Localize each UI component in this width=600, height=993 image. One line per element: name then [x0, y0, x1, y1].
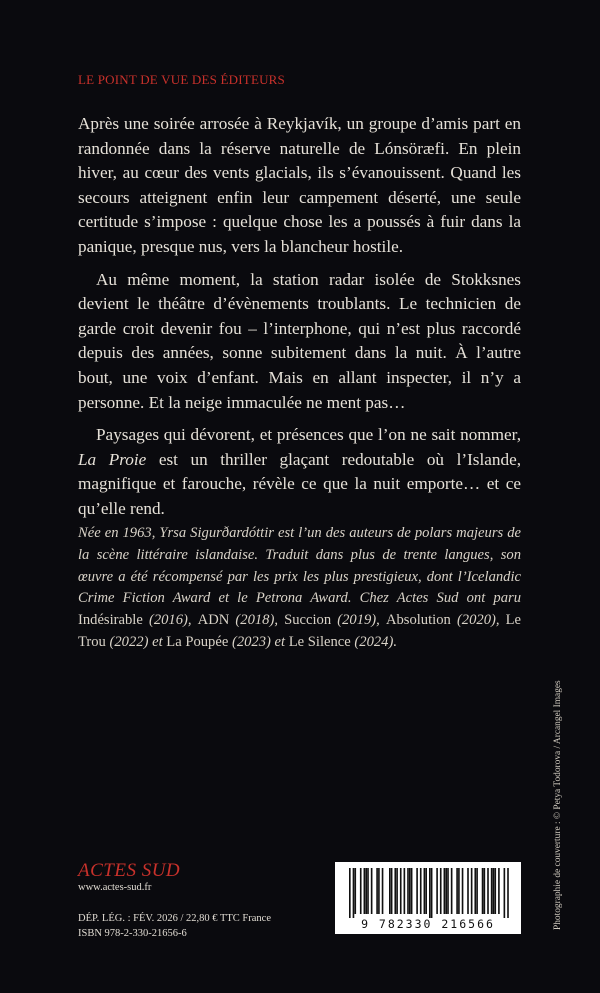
barcode-bar [391, 868, 393, 914]
section-heading: LE POINT DE VUE DES ÉDITEURS [78, 72, 285, 87]
barcode-bar [389, 868, 391, 914]
barcode-bar [360, 868, 362, 914]
bio-year-4: (2020), [456, 612, 500, 629]
barcode-bar [484, 868, 486, 914]
barcode-bar [354, 868, 356, 914]
barcode-bar [440, 868, 442, 914]
barcode-bar [493, 868, 495, 914]
barcode-bar [494, 868, 496, 914]
barcode [335, 862, 521, 934]
barcode-bar [382, 868, 384, 914]
barcode-bar [474, 868, 476, 914]
bio-book-1: Indésirable [78, 612, 143, 629]
bio-year-3: (2019), [337, 612, 380, 629]
publisher-logo: ACTES SUD [78, 860, 181, 881]
barcode-bar [487, 868, 489, 914]
bio-year-5: (2022) [109, 633, 149, 650]
bio-year-7: (2024). [354, 633, 397, 650]
cover-photo-credit: Photographie de couverture : © Petya Todorova / Arcangel Images [553, 680, 563, 930]
barcode-bar [353, 868, 355, 918]
bio-book-6: La Poupée [166, 633, 229, 650]
barcode-bar [424, 868, 426, 914]
barcode-bar [365, 868, 367, 914]
bio-and-2: et [274, 633, 286, 650]
barcode-bar [504, 868, 506, 918]
barcode-bar [476, 868, 478, 914]
legal-info [78, 911, 271, 941]
barcode-bar [394, 868, 396, 914]
bio-and-1: et [152, 633, 163, 650]
bio-book-5: Le Trou [78, 612, 522, 650]
barcode-bar [462, 868, 464, 914]
barcode-bar [431, 868, 433, 918]
bio-year-2: (2018), [235, 612, 278, 629]
book-title: La Proie [78, 449, 147, 469]
blurb-paragraph-1: Après une soirée arrosée à Reykjavík, un groupe d’amis part en randonnée dans la réserve naturelle de Lónsöræfi. En plein hiver, au cœur des vents glacials, ils s’évanouissent. Quand les secours atteignent enfin leur campement déserté, une seule certitude s’impose : quelque chose les a poussés à fuir dans la panique, presque nus, vers la blancheur hostile. [78, 114, 521, 256]
barcode-bar [451, 868, 453, 914]
bio-year-6: (2023) [231, 633, 271, 650]
isbn: ISBN 978-2-330-21656-6 [78, 928, 187, 939]
barcode-bar [507, 868, 509, 918]
barcode-bar [467, 868, 469, 914]
barcode-bar [371, 868, 373, 914]
bio-intro: Née en 1963, Yrsa Sigurðardóttir est l’un des auteurs de polars majeurs de la scène littéraire islandaise. Traduit dans plus de trente langues, son œuvre a été récompensé par les prix les plus prestigieux, dont l’Icelandic Crime Fiction Award et le Petrona Award. Chez Actes Sud ont paru [78, 525, 521, 607]
blurb [78, 112, 521, 530]
barcode-bar [425, 868, 427, 914]
blurb-paragraph-2: Au même moment, la station radar isolée de Stokksnes devient le théâtre d’évènements troublants. Le technicien de garde croit devenir fou – l’interphone, qui n’est plus raccordé depuis des années, sonne subitement dans la nuit. À l’autre bout, une voix d’enfant. Mais en allant inspecter, il n’y a personne. Et la neige immaculée ne ment pas… [78, 269, 521, 412]
blurb-paragraph-3 [78, 423, 521, 521]
bio-book-2: ADN [197, 612, 230, 629]
barcode-bar [411, 868, 413, 914]
blurb-p3-after: est un thriller glaçant redoutable où l’Islande, magnifique et farouche, révèle ce que la nuit emporte… et ce qu’elle rend. [78, 449, 522, 518]
barcode-bar [498, 868, 500, 914]
barcode-bar [458, 868, 460, 914]
barcode-bar [400, 868, 402, 914]
barcode-bar [404, 868, 406, 914]
barcode-bar [444, 868, 446, 914]
barcode-bar [447, 868, 449, 914]
barcode-bar [396, 868, 398, 914]
barcode-bar [445, 868, 447, 914]
barcode-bar [429, 868, 431, 918]
barcode-bar [416, 868, 418, 914]
publisher-url: www.actes-sud.fr [78, 882, 152, 893]
barcode-bar [420, 868, 422, 914]
barcode-bars [349, 868, 509, 918]
bio-book-4: Absolution [385, 612, 451, 629]
barcode-bar [376, 868, 378, 914]
barcode-bar [471, 868, 473, 914]
barcode-bar [367, 868, 369, 914]
legal-deposit-price: DÉP. LÉG. : FÉV. 2026 / 22,80 € TTC France [78, 913, 271, 924]
barcode-bar [456, 868, 458, 914]
barcode-bar [409, 868, 411, 914]
barcode-bar [364, 868, 366, 914]
barcode-bar [491, 868, 493, 914]
author-bio [78, 523, 521, 654]
barcode-bar [349, 868, 351, 918]
barcode-digits: 9 782330 216566 [361, 917, 495, 931]
bio-year-1: (2016), [148, 612, 192, 629]
barcode-bar [482, 868, 484, 914]
barcode-bar [436, 868, 438, 914]
blurb-p3-before: Paysages qui dévorent, et présences que l’on ne sait nommer, [96, 425, 521, 445]
barcode-bar [378, 868, 380, 914]
bio-book-3: Succion [284, 612, 332, 629]
bio-book-7: Le Silence [288, 633, 351, 650]
barcode-bar [407, 868, 409, 914]
